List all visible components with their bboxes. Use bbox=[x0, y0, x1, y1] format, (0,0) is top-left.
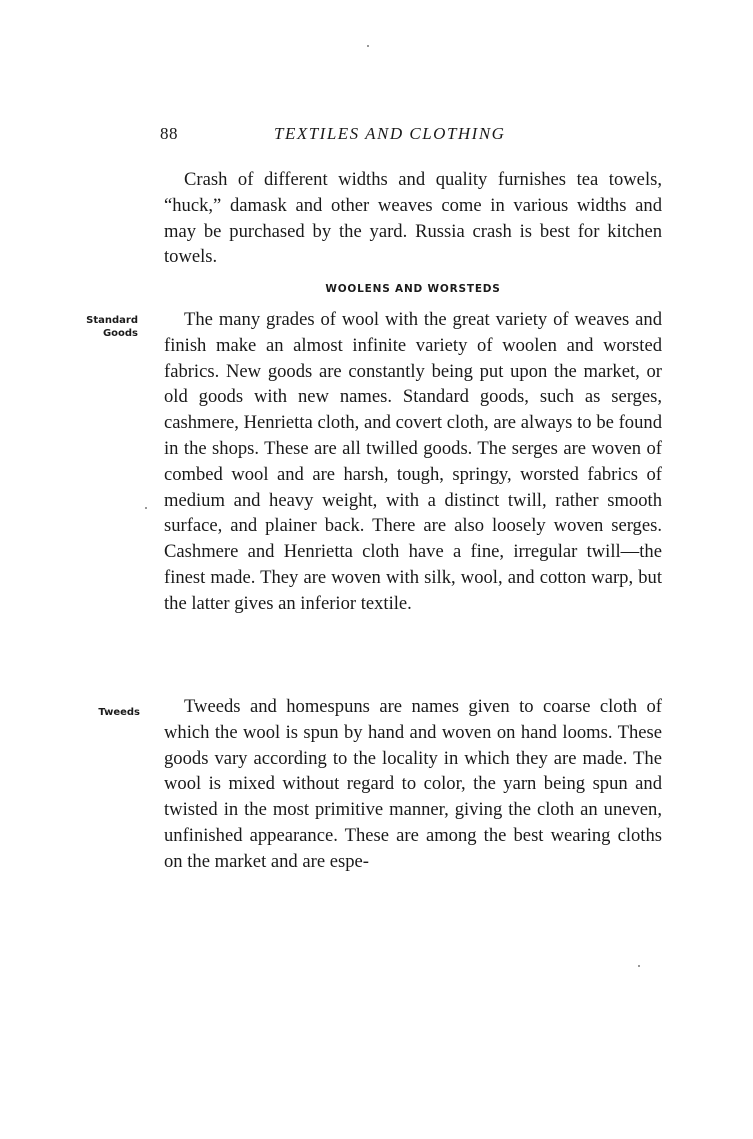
paragraph-woolens: The many grades of wool with the great variety of weaves and finish make an almost infinite variety of woolen and worsted fabrics. New goods are constantly being put upon the market, or old goods with new names. Standard goods, such as serges, cashmere, Henrietta cloth, and covert cloth, are always to be found in the shops. These are all twilled goods. The serges are woven of combed wool and are harsh, tough, springy, worsted fabrics of medium and heavy weight, with a distinct twill, rather smooth surface, and plainer back. There are also loosely woven serges. Cashmere and Henrietta cloth have a fine, irregular twill—the finest made. They are woven with silk, wool, and cotton warp, but the latter gives an inferior textile. bbox=[164, 309, 662, 614]
paragraph-crash: Crash of different widths and quality furnishes tea towels, “huck,” damask and other weaves come in various widths and may be purchased by the yard. Russia crash is best for kitchen towels. bbox=[164, 169, 662, 268]
page-number: 88 bbox=[160, 124, 178, 143]
scan-speck bbox=[145, 507, 147, 509]
paragraph-tweeds: Tweeds and homespuns are names given to coarse cloth of which the wool is spun by hand and woven on hand looms. These goods vary according to the locality in which they are made. The wool is mixed without regard to color, the yarn being spun and twisted in the most primitive manner, giving the cloth an uneven, unfinished appearance. These are among the best wearing cloths on the market and are espe- bbox=[164, 696, 662, 872]
scan-speck bbox=[638, 965, 640, 967]
side-note-tweeds: Tweeds bbox=[98, 707, 140, 718]
section-heading: WOOLENS AND WORSTEDS bbox=[325, 283, 501, 295]
running-title: TEXTILES AND CLOTHING bbox=[274, 124, 506, 143]
side-note-standard-goods: Standard Goods bbox=[86, 315, 138, 339]
page-header bbox=[160, 124, 560, 150]
scan-speck bbox=[367, 45, 369, 47]
